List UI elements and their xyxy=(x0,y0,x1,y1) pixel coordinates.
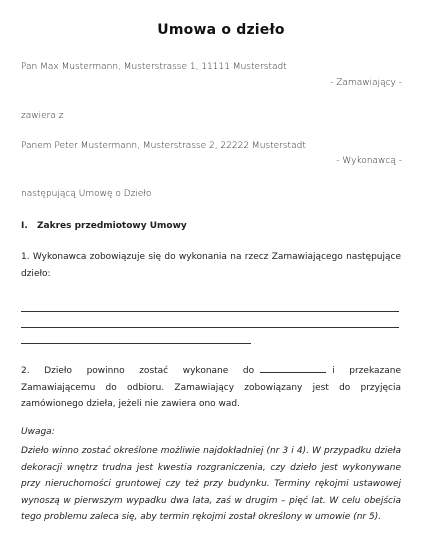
paragraph-2-end: i przekazane Zamawiającemu do odbioru. Zamawiający zobowiązany jest do przyjęcia zamówionego dzieła, jeżeli nie zawiera ono wad. xyxy=(21,366,401,409)
party2-line: Panem Peter Mustermann, Musterstrasse 2, 22222 Musterstadt xyxy=(21,141,306,151)
paragraph-2 xyxy=(21,363,401,413)
section-number: I. xyxy=(21,221,28,231)
paragraph-1: 1. Wykonawca zobowiązuje się do wykonania na rzecz Zamawiającego następujące dzieło: xyxy=(21,252,401,279)
blank-line-1 xyxy=(21,311,399,312)
paragraph-2-start: 2. Dzieło powinno zostać wykonane do xyxy=(21,366,255,376)
note-text: Dzieło winno zostać określone możliwie najdokładniej (nr 3 i 4). W przypadku dzieła dekoracji wnętrz trudna jest kwestia rozgraniczenia, czy dzieło jest wykonywane przy nieruchomości gruntowej czy też przy budynku. Terminy rękojmi ustawowej wynoszą w pierwszym wypadku dwa lata, zaś w drugim – pięć lat. W celu obejścia tego problemu zaleca się, aby termin rękojmi został określony w umowie (nr 5). xyxy=(21,446,401,522)
blank-line-2 xyxy=(21,327,399,328)
party2-role: - Wykonawcą - xyxy=(336,156,402,166)
party1-role: - Zamawiający - xyxy=(330,78,402,88)
concludes-text: zawiera z xyxy=(21,111,64,121)
note-heading: Uwaga: xyxy=(21,427,55,437)
document-title: Umowa o dzieło xyxy=(157,22,285,38)
blank-line-3 xyxy=(21,343,251,344)
section-title: Zakres przedmiotowy Umowy xyxy=(37,221,187,231)
section-heading xyxy=(21,221,187,231)
party1-line: Pan Max Mustermann, Musterstrasse 1, 11111 Musterstadt xyxy=(21,62,287,72)
deadline-blank xyxy=(260,363,326,373)
intro-text: następującą Umowę o Dzieło xyxy=(21,189,152,199)
